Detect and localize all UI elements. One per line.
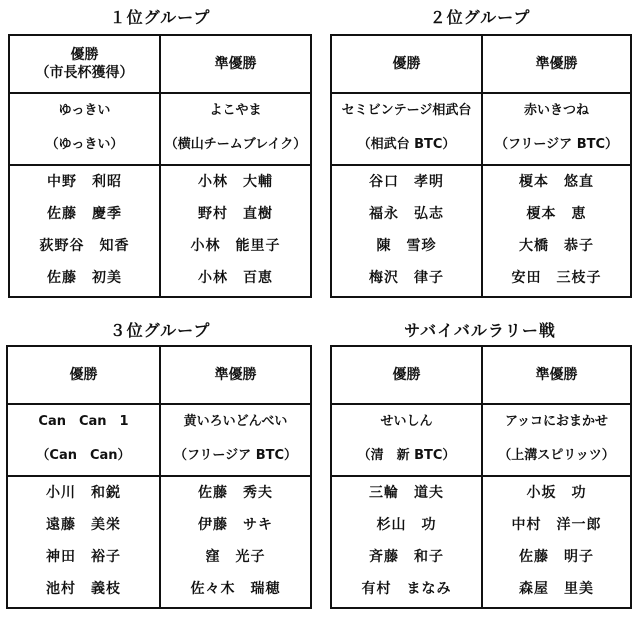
player-name: 安田 三枝子	[511, 270, 602, 286]
group-2	[320, 0, 640, 309]
winner-players-cell	[9, 165, 160, 297]
runnerup-players-cell	[160, 165, 311, 297]
runnerup-team-cell	[160, 93, 311, 165]
winner-team-cell	[331, 404, 482, 476]
runnerup-team-club: （上溝スピリッツ）	[498, 448, 615, 463]
runnerup-team-name: よこやま	[209, 103, 262, 118]
winner-players-cell	[331, 165, 482, 297]
winner-label: 優勝	[392, 56, 421, 72]
runnerup-team-name: 赤いきつね	[523, 103, 589, 118]
runnerup-team-club: （フリージア BTC）	[494, 137, 619, 152]
player-name: 三輪 道夫	[369, 485, 444, 501]
winner-label: 優勝	[70, 47, 99, 63]
results-table	[8, 34, 312, 298]
winner-players-cell	[7, 476, 160, 608]
group-title: ２位グループ	[429, 8, 531, 27]
player-name: 佐藤 初美	[47, 270, 122, 286]
winner-header	[331, 346, 482, 404]
winner-header	[331, 35, 482, 93]
winner-team-club: （Can Can）	[36, 448, 131, 463]
player-name: 有村 まなみ	[361, 581, 452, 597]
runnerup-header	[482, 346, 631, 404]
winner-note: （市長杯獲得）	[35, 65, 134, 81]
winner-label: 優勝	[69, 367, 98, 383]
group-title: サバイバルラリー戦	[404, 321, 556, 340]
winner-team-cell	[331, 93, 482, 165]
player-name: 野村 直樹	[198, 206, 273, 222]
runnerup-label: 準優勝	[214, 56, 257, 72]
winner-team-name: セミビンテージ相武台	[341, 103, 472, 118]
winner-players-cell	[331, 476, 482, 608]
results-table	[330, 345, 632, 609]
group-3	[0, 309, 320, 618]
winner-team-cell	[9, 93, 160, 165]
results-table	[6, 345, 312, 609]
group-title: ３位グループ	[109, 321, 211, 340]
runnerup-players-cell	[482, 476, 631, 608]
winner-team-club: （清 新 BTC）	[357, 448, 456, 463]
winner-team-name: せいしん	[380, 414, 433, 429]
runnerup-team-name: 黄いろいどんべい	[183, 414, 288, 429]
runnerup-players-cell	[160, 476, 311, 608]
player-name: 荻野谷 知香	[39, 238, 130, 254]
player-name: 佐々木 瑞穂	[190, 581, 281, 597]
player-name: 小川 和鋭	[46, 485, 121, 501]
winner-header	[9, 35, 160, 93]
group-1	[0, 0, 320, 309]
runnerup-team-club: （横山チームブレイク）	[164, 137, 307, 152]
runnerup-team-cell	[482, 93, 631, 165]
player-name: 小林 百恵	[198, 270, 273, 286]
player-name: 福永 弘志	[369, 206, 444, 222]
results-table	[330, 34, 632, 298]
winner-team-cell	[7, 404, 160, 476]
runnerup-team-cell	[482, 404, 631, 476]
player-name: 陳 雪珍	[376, 238, 437, 254]
player-name: 伊藤 サキ	[198, 517, 273, 533]
player-name: 小林 能里子	[190, 238, 281, 254]
player-name: 佐藤 秀夫	[198, 485, 273, 501]
winner-label: 優勝	[392, 367, 421, 383]
runnerup-team-cell	[160, 404, 311, 476]
group-title: １位グループ	[109, 8, 211, 27]
runnerup-team-name: アッコにおまかせ	[504, 414, 609, 429]
player-name: 榎本 恵	[526, 206, 587, 222]
runnerup-header	[160, 346, 311, 404]
player-name: 森屋 里美	[519, 581, 594, 597]
group-survival-rally	[320, 309, 640, 618]
runnerup-label: 準優勝	[535, 56, 578, 72]
player-name: 遠藤 美栄	[46, 517, 121, 533]
runnerup-header	[160, 35, 311, 93]
winner-team-name: ゆっきい	[58, 103, 111, 118]
runnerup-label: 準優勝	[535, 367, 578, 383]
winner-team-name: Can Can 1	[38, 414, 129, 429]
player-name: 佐藤 明子	[519, 549, 594, 565]
player-name: 池村 義枝	[46, 581, 121, 597]
player-name: 谷口 孝明	[369, 174, 444, 190]
player-name: 杉山 功	[376, 517, 437, 533]
winner-team-club: （相武台 BTC）	[357, 137, 456, 152]
player-name: 大橋 恭子	[519, 238, 594, 254]
player-name: 佐藤 慶季	[47, 206, 122, 222]
runnerup-team-club: （フリージア BTC）	[173, 448, 298, 463]
player-name: 梅沢 律子	[369, 270, 444, 286]
player-name: 斉藤 和子	[369, 549, 444, 565]
player-name: 窪 光子	[205, 549, 266, 565]
player-name: 小坂 功	[526, 485, 587, 501]
runnerup-players-cell	[482, 165, 631, 297]
player-name: 中野 利昭	[47, 174, 122, 190]
runnerup-label: 準優勝	[214, 367, 257, 383]
player-name: 神田 裕子	[46, 549, 121, 565]
player-name: 榎本 悠直	[519, 174, 594, 190]
player-name: 中村 洋一郎	[511, 517, 602, 533]
winner-header	[7, 346, 160, 404]
player-name: 小林 大輔	[198, 174, 273, 190]
runnerup-header	[482, 35, 631, 93]
winner-team-club: （ゆっきい）	[45, 137, 124, 152]
